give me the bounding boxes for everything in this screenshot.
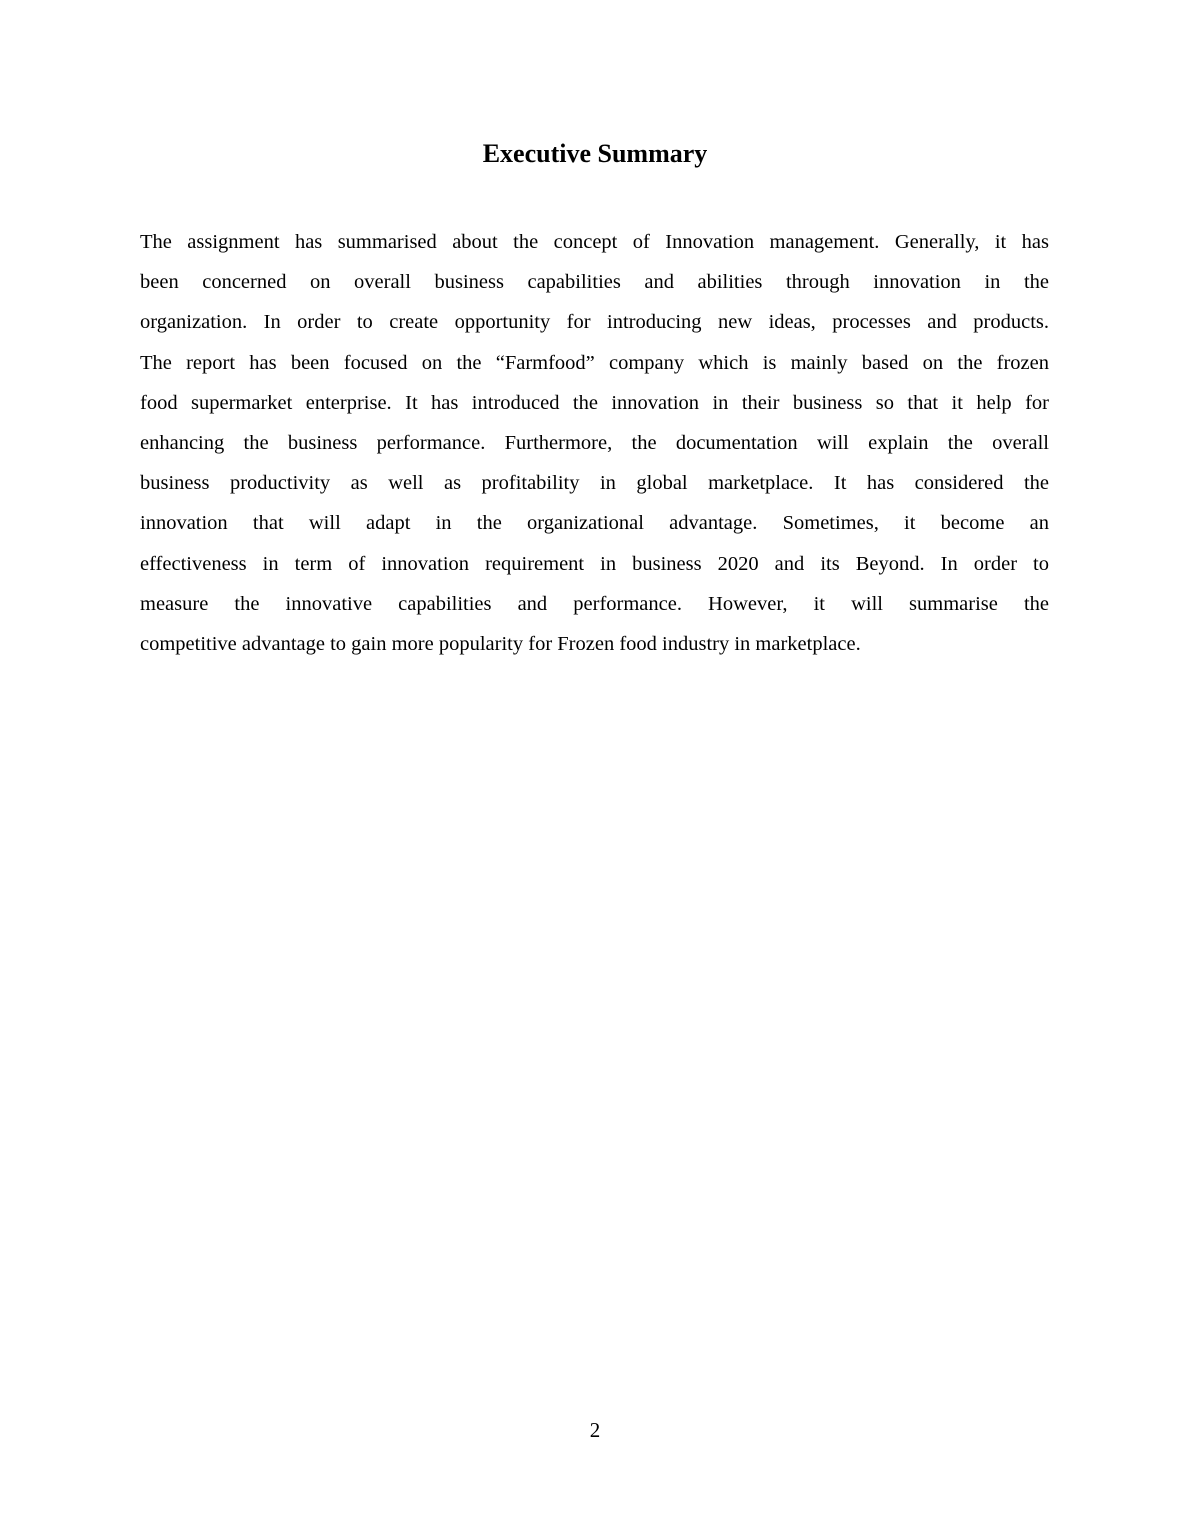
page-number: 2	[589, 1418, 601, 1442]
page-title: Executive Summary	[482, 139, 708, 168]
paragraph-line: innovation that will adapt in the organizational advantage. Sometimes, it become an	[140, 512, 1049, 535]
paragraph-line: organization. In order to create opportunity for introducing new ideas, processes and products.	[140, 311, 1049, 334]
paragraph-line: effectiveness in term of innovation requirement in business 2020 and its Beyond. In order to	[140, 552, 1049, 575]
paragraph-line: The assignment has summarised about the concept of Innovation management. Generally, it has	[140, 231, 1049, 253]
paragraph-line: food supermarket enterprise. It has introduced the innovation in their business so that it help for	[140, 391, 1049, 414]
summary-paragraph	[140, 222, 1049, 664]
paragraph-line: enhancing the business performance. Furthermore, the documentation will explain the overall	[140, 431, 1049, 454]
paragraph-line: competitive advantage to gain more popularity for Frozen food industry in marketplace.	[140, 632, 861, 655]
paragraph-line: measure the innovative capabilities and performance. However, it will summarise the	[140, 592, 1049, 615]
paragraph-line: been concerned on overall business capabilities and abilities through innovation in the	[140, 271, 1049, 294]
paragraph-line: The report has been focused on the “Farmfood” company which is mainly based on the frozen	[140, 351, 1049, 374]
paragraph-line: business productivity as well as profitability in global marketplace. It has considered the	[140, 472, 1049, 495]
